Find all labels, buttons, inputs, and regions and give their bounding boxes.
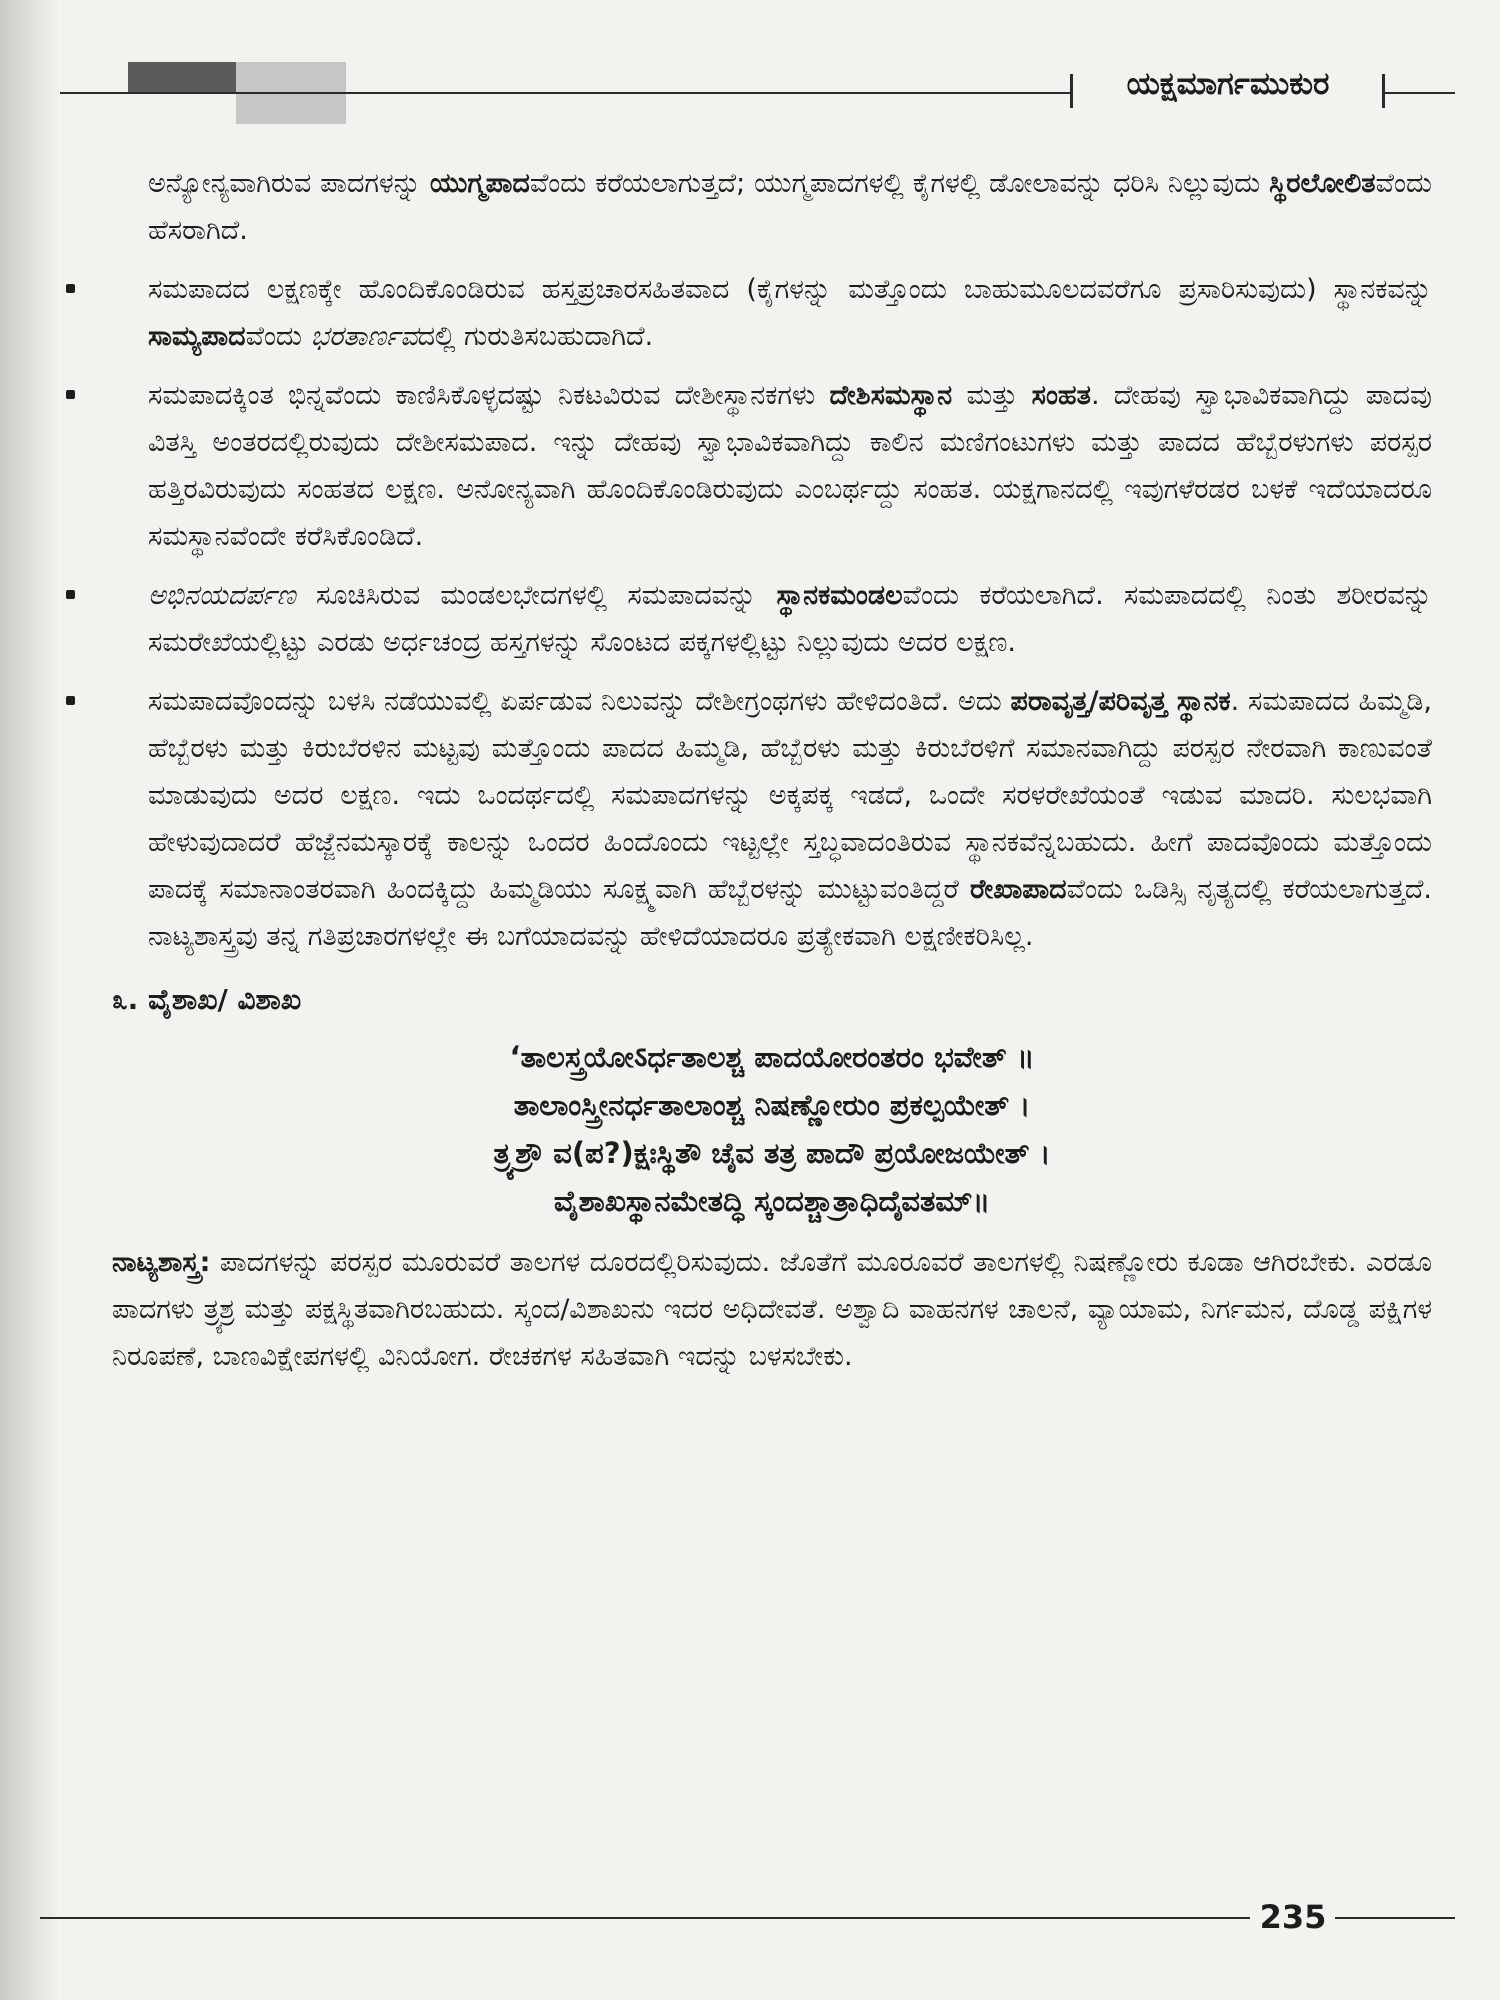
- section-title: ವೈಶಾಖ/ ವಿಶಾಖ: [148, 983, 302, 1016]
- text-run: ಸಮಪಾದಕ್ಕಿಂತ ಭಿನ್ನವೆಂದು ಕಾಣಿಸಿಕೊಳ್ಳದಷ್ಟು ನಿಕಟವಿರುವ ದೇಶೀಸ್ಥಾನಕಗಳು: [148, 380, 830, 411]
- term-bold: ದೇಶಿಸಮಸ್ಥಾನ: [829, 380, 953, 411]
- running-title: ಯಕ್ಷಮಾರ್ಗಮುಕುರ: [1126, 66, 1330, 102]
- term-bold: ಸ್ಥಿರಲೋಲಿತ: [1269, 168, 1376, 199]
- text-run: . ದೇಹವು ಸ್ವಾಭಾವಿಕವಾಗಿದ್ದು ಪಾದವು ವಿತಸ್ತಿ ಅಂತರದಲ್ಲಿರುವುದು ದೇಶೀಸಮಪಾದ. ಇನ್ನು ದೇಹವು ಸ್ವಾಭಾವಿಕವಾಗಿದ್ದು ಕಾಲಿನ ಮಣಿಗಂಟುಗಳು ಮತ್ತು ಪಾದದ ಹೆಬ್ಬೆರಳುಗಳು ಪರಸ್ಪರ ಹತ್ತಿರವಿರುವುದು ಸಂಹತದ ಲಕ್ಷಣ. ಅನೋನ್ಯವಾಗಿ ಹೊಂದಿಕೊಂಡಿರುವುದು ಎಂಬರ್ಥದ್ದು ಸಂಹತ. ಯಕ್ಷಗಾನದಲ್ಲಿ ಇವುಗಳೆರಡರ ಬಳಕೆ ಇದೆಯಾದರೂ ಸಮಸ್ಥಾನವೆಂದೇ ಕರೆಸಿಕೊಂಡಿದೆ.: [148, 380, 1432, 552]
- text-run: ಸಮಪಾದವೊಂದನ್ನು ಬಳಸಿ ನಡೆಯುವಲ್ಲಿ ಏರ್ಪಡುವ ನಿಲುವನ್ನು ದೇಶೀಗ್ರಂಥಗಳು ಹೇಳಿದಂತಿದೆ. ಅದು: [148, 686, 1011, 717]
- text-run: ಅನ್ಯೋನ್ಯವಾಗಿರುವ ಪಾದಗಳನ್ನು: [148, 168, 430, 199]
- header-rule-right: [1385, 92, 1455, 94]
- term-bold: ಸಾಮ್ಯಪಾದ: [148, 321, 246, 352]
- term-bold: ಪರಾವೃತ್ತ/ಪರಿವೃತ್ತ ಸ್ಥಾನಕ: [1010, 686, 1231, 717]
- bullet-paragraph-sthanakamandala: [112, 572, 1432, 666]
- text-run: ವೆಂದು ಒಡಿಸ್ಸಿ ನೃತ್ಯದಲ್ಲಿ ಕರೆಯಲಾಗುತ್ತದೆ. ನಾಟ್ಯಶಾಸ್ತ್ರವು ತನ್ನ ಗತಿಪ್ರಚಾರಗಳಲ್ಲೇ ಈ ಬಗೆಯಾದವನ್ನು ಹೇಳಿದೆಯಾದರೂ ಪ್ರತ್ಯೇಕವಾಗಿ ಲಕ್ಷಣೀಕರಿಸಿಲ್ಲ.: [148, 874, 1432, 952]
- bullet-paragraph-paravritta: [112, 678, 1432, 960]
- text-run: ವೆಂದು ಹೆಸರಾಗಿದೆ.: [148, 168, 1432, 246]
- book-title-italic: ಭರತಾರ್ಣವ: [310, 321, 418, 352]
- term-bold: ಯುಗ್ಮಪಾದ: [429, 168, 530, 199]
- page-number: 235: [1259, 1898, 1327, 1936]
- text-run: ವೆಂದು: [245, 321, 311, 352]
- verse-line: ‘ತಾಲಸ್ತ್ರಯೋऽರ್ಧತಾಲಶ್ಚ ಪಾದಯೋರಂತರಂ ಭವೇತ್ ॥: [509, 1040, 1035, 1074]
- term-bold: ಸಂಹತ: [1031, 380, 1091, 411]
- bullet-paragraph-samyapada: [112, 266, 1432, 360]
- term-bold: ರೇಖಾಪಾದ: [969, 874, 1067, 905]
- book-gutter-shadow: [0, 0, 60, 2000]
- text-run: ಪಾದಗಳನ್ನು ಪರಸ್ಪರ ಮೂರುವರೆ ತಾಲಗಳ ದೂರದಲ್ಲಿರಿಸುವುದು. ಜೊತೆಗೆ ಮೂರೂವರೆ ತಾಲಗಳಲ್ಲಿ ನಿಷಣ್ಣೋರು ಕೂಡಾ ಆಗಿರಬೇಕು. ಎರಡೂ ಪಾದಗಳು ತ್ರ್ಯಶ್ರ ಮತ್ತು ಪಕ್ಷಸ್ಥಿತವಾಗಿರಬಹುದು. ಸ್ಕಂದ/ವಿಶಾಖನು ಇದರ ಅಧಿದೇವತೆ. ಅಶ್ವಾದಿ ವಾಹನಗಳ ಚಾಲನೆ, ವ್ಯಾಯಾಮ, ನಿರ್ಗಮನ, ದೊಡ್ಡ ಪಕ್ಷಿಗಳ ನಿರೂಪಣೆ, ಬಾಣವಿಕ್ಷೇಪಗಳಲ್ಲಿ ವಿನಿಯೋಗ. ರೇಚಕಗಳ ಸಹಿತವಾಗಿ ಇದನ್ನು ಬಳಸಬೇಕು.: [112, 1247, 1432, 1372]
- header-dark-block: [128, 62, 236, 92]
- bullet-paragraph-deshisamasthana: [112, 372, 1432, 560]
- text-run: ಸೂಚಿಸಿರುವ ಮಂಡಲಭೇದಗಳಲ್ಲಿ ಸಮಪಾದವನ್ನು: [295, 580, 777, 611]
- paragraph-yugmapada: [112, 160, 1432, 254]
- text-run: ಸಮಪಾದದ ಲಕ್ಷಣಕ್ಕೇ ಹೊಂದಿಕೊಂಡಿರುವ ಹಸ್ತಪ್ರಚಾರಸಹಿತವಾದ (ಕೈಗಳನ್ನು ಮತ್ತೊಂದು ಬಾಹುಮೂಲದವರೆಗೂ ಪ್ರಸಾರಿಸುವುದು) ಸ್ಥಾನಕವನ್ನು: [148, 274, 1432, 305]
- natyashastra-label: ನಾಟ್ಯಶಾಸ್ತ್ರ:: [112, 1247, 211, 1278]
- text-run: ವೆಂದು ಕರೆಯಲಾಗಿದೆ. ಸಮಪಾದದಲ್ಲಿ ನಿಂತು ಶರೀರವನ್ನು ಸಮರೇಖೆಯಲ್ಲಿಟ್ಟು ಎರಡು ಅರ್ಧಚಂದ್ರ ಹಸ್ತಗಳನ್ನು ಸೊಂಟದ ಪಕ್ಕಗಳಲ್ಲಿಟ್ಟು ನಿಲ್ಲುವುದು ಅದರ ಲಕ್ಷಣ.: [148, 580, 1433, 658]
- verse-line: ತಾಲಾಂಸ್ತ್ರೀನರ್ಧತಾಲಾಂಶ್ಚ ನಿಷಣ್ಣೋರುಂ ಪ್ರಕಲ್ಪಯೇತ್ ।: [513, 1088, 1031, 1122]
- text-run: ವೆಂದು ಕರೆಯಲಾಗುತ್ತದೆ; ಯುಗ್ಮಪಾದಗಳಲ್ಲಿ ಕೈಗಳಲ್ಲಿ ಡೋಲಾವನ್ನು ಧರಿಸಿ ನಿಲ್ಲುವುದು: [529, 168, 1270, 199]
- term-bold: ಸ್ಥಾನಕಮಂಡಲ: [776, 580, 903, 611]
- natyashastra-paragraph: [112, 1239, 1432, 1380]
- section-heading-vaishakha: [112, 976, 1432, 1023]
- verse-line: ತ್ರ್ಯಶ್ರೌ ವ(ಪ?)ಕ್ಷಃಸ್ಥಿತೌ ಚೈವ ತತ್ರ ಪಾದೌ ಪ್ರಯೋಜಯೇತ್ ।: [493, 1136, 1051, 1170]
- sanskrit-verse: [112, 1033, 1432, 1225]
- footer-rule-right: [1335, 1917, 1455, 1919]
- text-run: ಮತ್ತು: [952, 380, 1032, 411]
- text-run: ದಲ್ಲಿ ಗುರುತಿಸಬಹುದಾಗಿದೆ.: [417, 321, 654, 352]
- page-body: [112, 160, 1432, 1392]
- section-number: ೩.: [112, 983, 139, 1016]
- book-title-italic: ಅಭಿನಯದರ್ಪಣ: [148, 580, 296, 611]
- text-run: . ಸಮಪಾದದ ಹಿಮ್ಮಡಿ, ಹೆಬ್ಬೆರಳು ಮತ್ತು ಕಿರುಬೆರಳಿನ ಮಟ್ಟವು ಮತ್ತೊಂದು ಪಾದದ ಹಿಮ್ಮಡಿ, ಹೆಬ್ಬೆರಳು ಮತ್ತು ಕಿರುಬೆರಳಿಗೆ ಸಮಾನವಾಗಿದ್ದು ಪರಸ್ಪರ ನೇರವಾಗಿ ಕಾಣುವಂತೆ ಮಾಡುವುದು ಅದರ ಲಕ್ಷಣ. ಇದು ಒಂದರ್ಥದಲ್ಲಿ ಸಮಪಾದಗಳನ್ನು ಅಕ್ಕಪಕ್ಕ ಇಡದೆ, ಒಂದೇ ಸರಳರೇಖೆಯಂತೆ ಇಡುವ ಮಾದರಿ. ಸುಲಭವಾಗಿ ಹೇಳುವುದಾದರೆ ಹೆಜ್ಜೆನಮಸ್ಕಾರಕ್ಕೆ ಕಾಲನ್ನು ಒಂದರ ಹಿಂದೊಂದು ಇಟ್ಟಲ್ಲೇ ಸ್ತಬ್ಧವಾದಂತಿರುವ ಸ್ಥಾನಕವೆನ್ನಬಹುದು. ಹೀಗೆ ಪಾದವೊಂದು ಮತ್ತೊಂದು ಪಾದಕ್ಕೆ ಸಮಾನಾಂತರವಾಗಿ ಹಿಂದಕ್ಕಿದ್ದು ಹಿಮ್ಮಡಿಯು ಸೂಕ್ಷ್ಮವಾಗಿ ಹೆಬ್ಬೆರಳನ್ನು ಮುಟ್ಟುವಂತಿದ್ದರೆ: [148, 686, 1432, 905]
- header-rule: [60, 92, 1070, 94]
- header-divider-right: [1382, 74, 1385, 108]
- header-divider-left: [1070, 74, 1073, 108]
- footer-rule: [40, 1917, 1250, 1919]
- verse-line: ವೈಶಾಖಸ್ಥಾನಮೇತದ್ಧಿ ಸ್ಕಂದಶ್ಚಾತ್ರಾಧಿದೈವತಮ್॥: [553, 1184, 991, 1218]
